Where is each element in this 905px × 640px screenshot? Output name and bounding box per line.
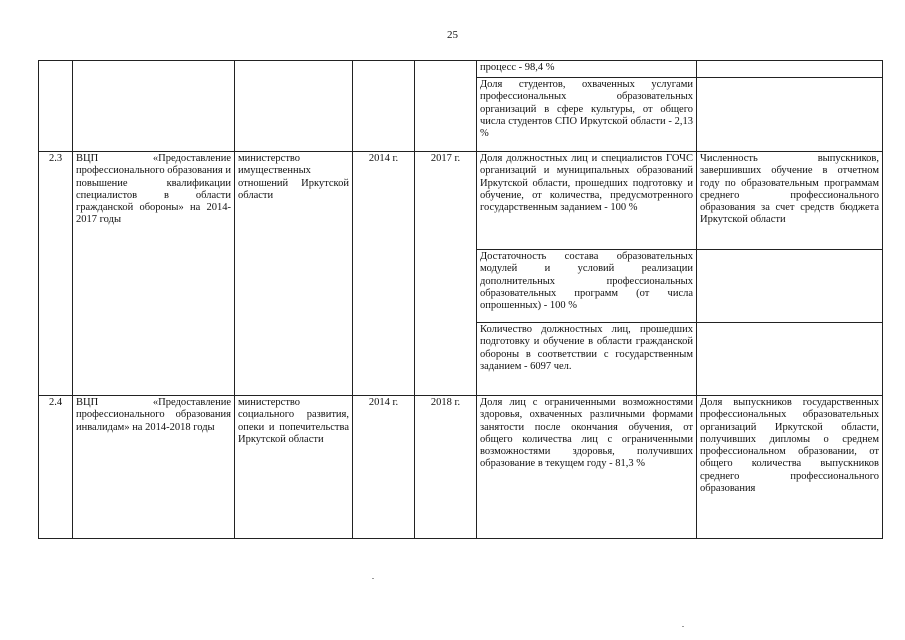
table-row [39,152,883,250]
cell-target: Численность выпускников, завершивших обучение в отчетном году по образовательным программам среднего профессионального образования за счет средств бюджета Иркутской области [697,152,883,250]
cell-target: Доля выпускников государственных профессиональных образовательных организаций Иркутской области, получивших дипломы о среднем профессиональном образовании, от общего количества выпускников среднего профессионального образования [697,396,883,539]
cell-start [353,61,415,152]
cell-num [39,61,73,152]
cell-target [697,61,883,78]
cell-indicator: Достаточность состава образовательных модулей и условий реализации дополнительных профессиональных образовательных программ (от числа опрошенных) - 100 % [477,250,697,323]
cell-executor: министерство имущественных отношений Иркутской области [235,152,353,396]
cell-name: ВЦП «Предоставление профессионального образования и повышение квалификации специалистов в области гражданской обороны» на 2014-2017 годы [73,152,235,396]
cell-target [697,250,883,323]
scan-speck [682,626,684,627]
table-row [39,61,883,78]
cell-end: 2017 г. [415,152,477,396]
program-table [38,60,883,539]
cell-name [73,61,235,152]
cell-end: 2018 г. [415,396,477,539]
page-number: 25 [447,29,458,41]
table-row [39,396,883,539]
cell-start: 2014 г. [353,152,415,396]
cell-target [697,78,883,152]
cell-end [415,61,477,152]
scan-speck [372,578,374,579]
cell-indicator: Доля должностных лиц и специалистов ГОЧС организаций и муниципальных образований Иркутской области, прошедших подготовку и обучение, от количества, предусмотренного государственным заданием - 100 % [477,152,697,250]
cell-num: 2.3 [39,152,73,396]
cell-target [697,323,883,396]
cell-name: ВЦП «Предоставление профессионального образования инвалидам» на 2014-2018 годы [73,396,235,539]
cell-num: 2.4 [39,396,73,539]
cell-executor: министерство социального развития, опеки и попечительства Иркутской области [235,396,353,539]
cell-start: 2014 г. [353,396,415,539]
cell-executor [235,61,353,152]
cell-indicator: Доля студентов, охваченных услугами профессиональных образовательных организаций в сфере культуры, от общего числа студентов СПО Иркутской области - 2,13 % [477,78,697,152]
cell-indicator: Количество должностных лиц, прошедших подготовку и обучение в области гражданской обороны в соответствии с государственным заданием - 6097 чел. [477,323,697,396]
cell-indicator: Доля лиц с ограниченными возможностями здоровья, охваченных различными формами занятости после окончания обучения, от общего количества лиц с ограниченными возможностями здоровья, получивших образование в текущем году - 81,3 % [477,396,697,539]
cell-indicator: процесс - 98,4 % [477,61,697,78]
